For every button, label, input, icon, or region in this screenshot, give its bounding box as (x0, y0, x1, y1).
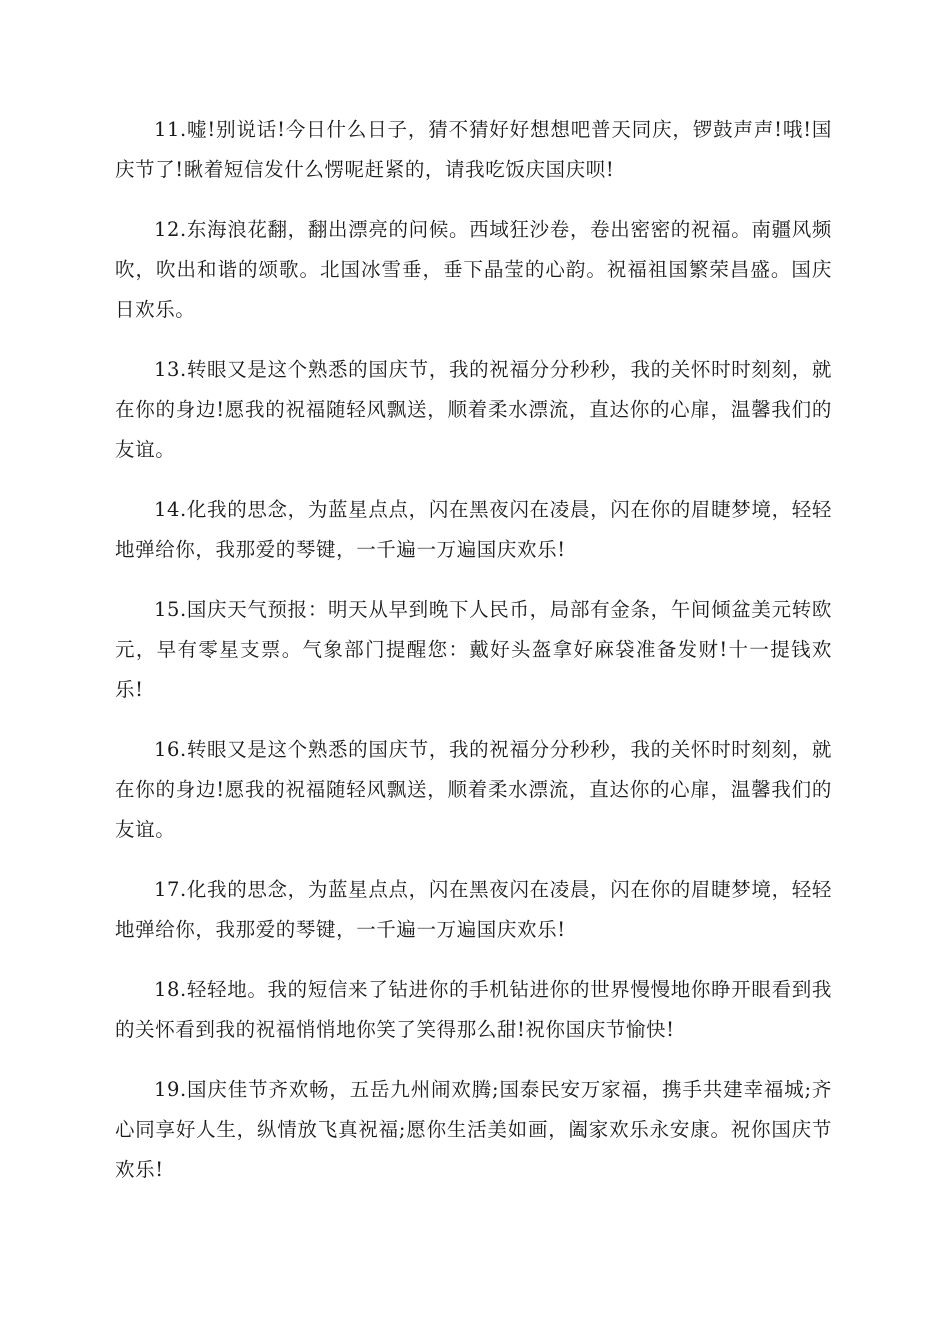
paragraph-19: 19.国庆佳节齐欢畅，五岳九州闹欢腾;国泰民安万家福，携手共建幸福城;齐心同享好人生，纵情放飞真祝福;愿你生活美如画，阖家欢乐永安康。祝你国庆节欢乐! (115, 1078, 832, 1181)
paragraph-16: 16.转眼又是这个熟悉的国庆节，我的祝福分分秒秒，我的关怀时时刻刻，就在你的身边!愿我的祝福随轻风飘送，顺着柔水漂流，直达你的心扉，温馨我们的友谊。 (115, 738, 832, 841)
paragraph-11: 11.嘘!别说话!今日什么日子，猜不猜好好想想吧普天同庆，锣鼓声声!哦!国庆节了!瞅着短信发什么愣呢赶紧的，请我吃饭庆国庆呗! (115, 118, 832, 181)
paragraph-14: 14.化我的思念，为蓝星点点，闪在黑夜闪在凌晨，闪在你的眉睫梦境，轻轻地弹给你，我那爱的琴键，一千遍一万遍国庆欢乐! (115, 498, 832, 561)
paragraph-13: 13.转眼又是这个熟悉的国庆节，我的祝福分分秒秒，我的关怀时时刻刻，就在你的身边!愿我的祝福随轻风飘送，顺着柔水漂流，直达你的心扉，温馨我们的友谊。 (115, 358, 832, 461)
paragraph-12: 12.东海浪花翻，翻出漂亮的问候。西域狂沙卷，卷出密密的祝福。南疆风频吹，吹出和谐的颂歌。北国冰雪垂，垂下晶莹的心韵。祝福祖国繁荣昌盛。国庆日欢乐。 (115, 218, 832, 321)
paragraph-15: 15.国庆天气预报：明天从早到晚下人民币，局部有金条，午间倾盆美元转欧元，早有零星支票。气象部门提醒您：戴好头盔拿好麻袋准备发财!十一提钱欢乐! (115, 598, 832, 701)
paragraph-18: 18.轻轻地。我的短信来了钻进你的手机钻进你的世界慢慢地你睁开眼看到我的关怀看到我的祝福悄悄地你笑了笑得那么甜!祝你国庆节愉快! (115, 978, 832, 1041)
paragraph-17: 17.化我的思念，为蓝星点点，闪在黑夜闪在凌晨，闪在你的眉睫梦境，轻轻地弹给你，我那爱的琴键，一千遍一万遍国庆欢乐! (115, 878, 832, 941)
